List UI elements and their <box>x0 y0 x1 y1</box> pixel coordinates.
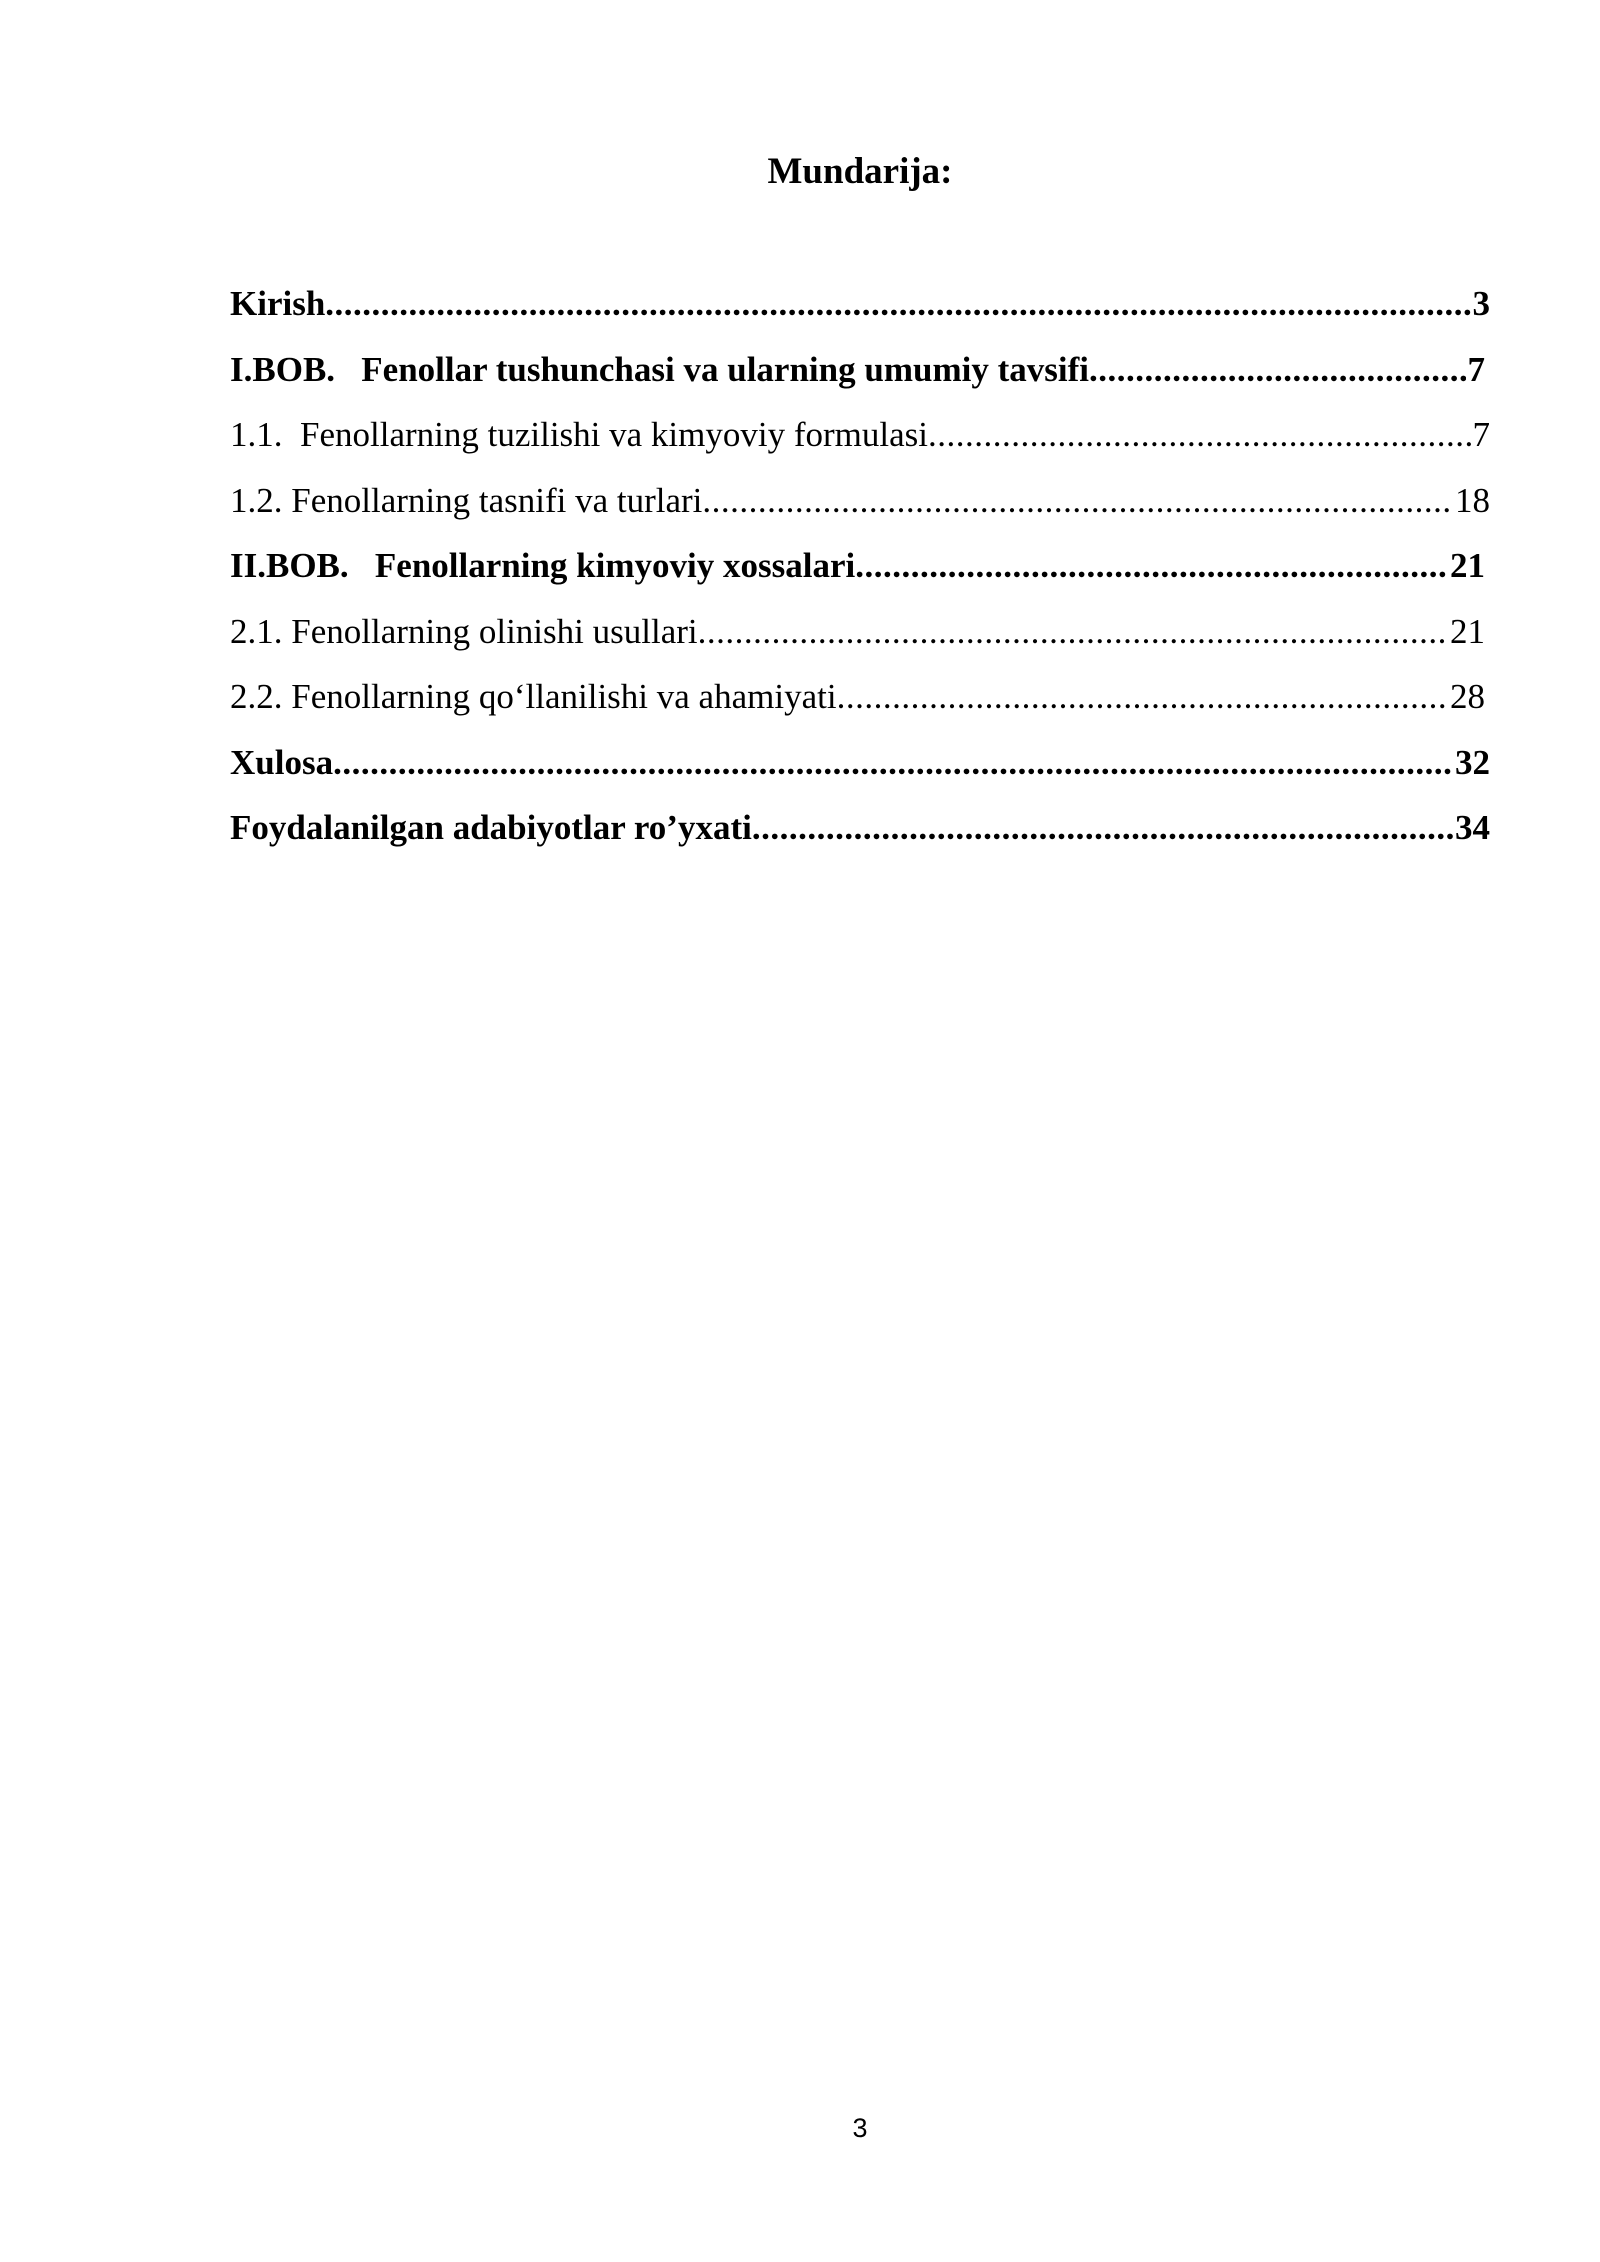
toc-entry-page: 18 <box>1455 480 1490 520</box>
toc-leader-dots <box>325 282 1470 326</box>
toc-entry-section-1-1 <box>230 413 1490 479</box>
toc-leader-dots <box>702 479 1453 523</box>
toc-leader-dots <box>837 675 1448 719</box>
toc-leader-dots <box>752 806 1453 850</box>
toc-entry-section-2-1 <box>230 610 1490 676</box>
toc-leader-dots <box>698 610 1448 654</box>
toc-entry-page: 7 <box>1467 349 1485 389</box>
toc-entry-page: 21 <box>1450 546 1485 585</box>
toc-entry-chapter-2 <box>230 544 1490 610</box>
toc-entry-page: 34 <box>1455 808 1490 847</box>
toc-entry-page: 3 <box>1472 284 1490 323</box>
toc-entry-xulosa <box>230 741 1490 807</box>
toc-leader-dots <box>855 544 1448 588</box>
toc-entry-label: II.BOB. Fenollarning kimyoviy xossalari <box>230 546 856 585</box>
toc-entry-page: 32 <box>1455 742 1490 782</box>
toc-entry-chapter-1 <box>230 348 1490 414</box>
toc-leader-dots <box>928 413 1471 457</box>
toc-entry-label: 2.1. Fenollarning olinishi usullari <box>230 611 698 651</box>
toc-entry-label: Kirish <box>230 284 326 323</box>
page-title: Mundarija: <box>767 151 953 192</box>
toc-entry-label: 1.2. Fenollarning tasnifi va turlari <box>230 480 703 520</box>
toc-entry-label: Xulosa <box>230 742 334 782</box>
toc-leader-dots <box>1089 348 1466 392</box>
toc-entry-bibliography <box>230 806 1490 872</box>
toc-entry-label: I.BOB. Fenollar tushunchasi va ularning umumiy tavsifi <box>230 349 1089 389</box>
toc-entry-kirish <box>230 282 1490 348</box>
toc-entry-section-1-2 <box>230 479 1490 545</box>
toc-entry-label: 1.1. Fenollarning tuzilishi va kimyoviy formulasi <box>230 415 928 454</box>
toc-entry-page: 28 <box>1450 677 1485 716</box>
toc-entry-page: 21 <box>1450 611 1485 651</box>
toc-entry-section-2-2 <box>230 675 1490 741</box>
table-of-contents <box>230 282 1490 872</box>
toc-leader-dots <box>333 741 1453 785</box>
toc-entry-page: 7 <box>1472 415 1490 454</box>
toc-entry-label: Foydalanilgan adabiyotlar ro’yxati <box>230 808 752 847</box>
toc-entry-label: 2.2. Fenollarning qo‘llanilishi va ahamiyati <box>230 677 837 716</box>
page-number: 3 <box>852 2113 868 2143</box>
